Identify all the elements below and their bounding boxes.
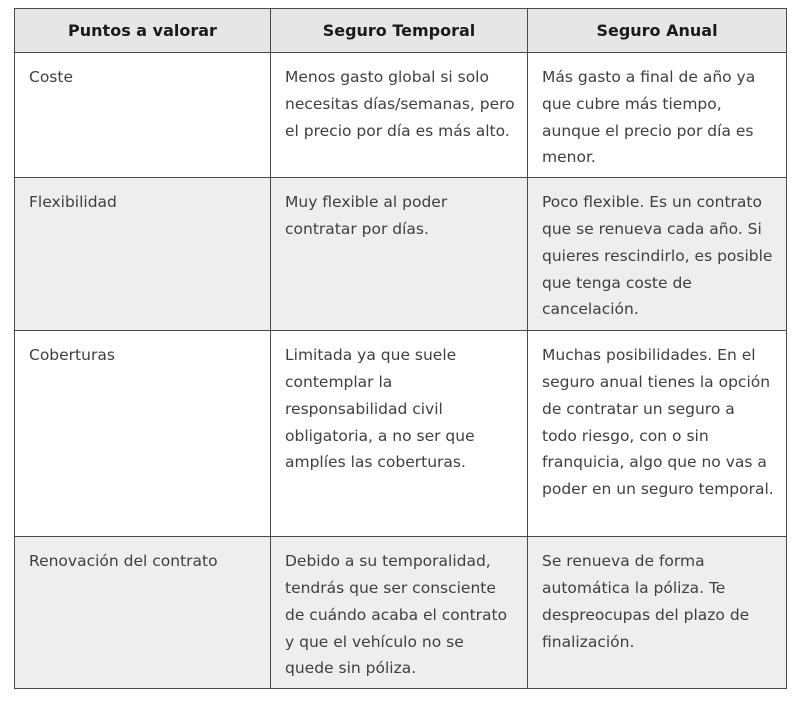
cell-anual: Poco flexible. Es un contrato que se renueva cada año. Si quieres rescindirlo, es posible que tenga coste de cancelación. [528,178,787,331]
cell-temporal: Debido a su temporalidad, tendrás que ser consciente de cuándo acaba el contrato y que el vehículo no se quede sin póliza. [271,537,528,689]
insurance-comparison-table [14,8,787,689]
cell-point: Flexibilidad [15,178,271,331]
table-row-cost [15,53,787,178]
cell-anual: Más gasto a final de año ya que cubre más tiempo, aunque el precio por día es menor. [528,53,787,178]
header-annual-insurance: Seguro Anual [528,9,787,53]
header-temporary-insurance: Seguro Temporal [271,9,528,53]
header-points-to-evaluate: Puntos a valorar [15,9,271,53]
table-row-flexibility [15,178,787,331]
table-row-coverage [15,331,787,537]
table-row-renewal [15,537,787,689]
table-header-row [15,9,787,53]
comparison-table-wrapper [14,8,787,689]
cell-point: Coberturas [15,331,271,537]
cell-point: Renovación del contrato [15,537,271,689]
cell-anual: Muchas posibilidades. En el seguro anual tienes la opción de contratar un seguro a todo riesgo, con o sin franquicia, algo que no vas a poder en un seguro temporal. [528,331,787,537]
cell-point: Coste [15,53,271,178]
cell-anual: Se renueva de forma automática la póliza. Te despreocupas del plazo de finalización. [528,537,787,689]
cell-temporal: Limitada ya que suele contemplar la responsabilidad civil obligatoria, a no ser que amplíes las coberturas. [271,331,528,537]
cell-temporal: Menos gasto global si solo necesitas días/semanas, pero el precio por día es más alto. [271,53,528,178]
cell-temporal: Muy flexible al poder contratar por días. [271,178,528,331]
